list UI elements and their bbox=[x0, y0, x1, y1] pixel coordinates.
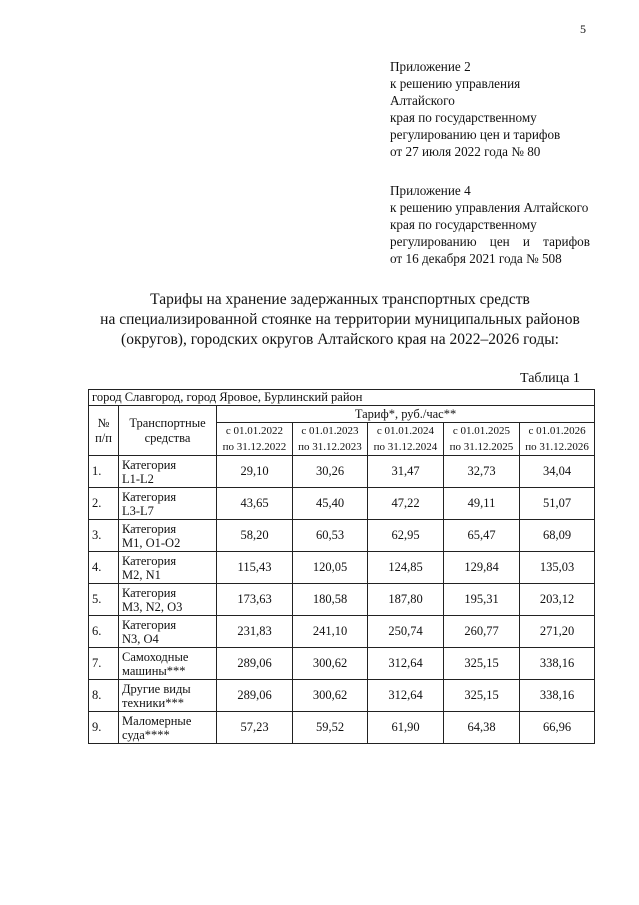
tariff-value: 32,73 bbox=[444, 456, 520, 488]
title-line: на специализированной стоянке на территории муниципальных районов bbox=[100, 311, 580, 328]
period-from: с 01.01.2022 bbox=[225, 425, 284, 437]
period-header bbox=[444, 423, 520, 456]
vehicle-type-cell bbox=[119, 648, 217, 680]
vehicle-type-line: Самоходные bbox=[122, 649, 189, 664]
period-header bbox=[520, 423, 595, 456]
tariff-value: 120,05 bbox=[293, 552, 368, 584]
header-line: Транспортные bbox=[129, 415, 206, 430]
vehicle-type-cell bbox=[119, 712, 217, 744]
vehicle-type-line: L3-L7 bbox=[122, 503, 154, 518]
appendix-4-line: от 16 декабря 2021 года № 508 bbox=[390, 251, 562, 266]
appendix-2-line: к решению управления bbox=[390, 76, 521, 91]
tariff-value: 312,64 bbox=[368, 648, 444, 680]
tariff-value: 260,77 bbox=[444, 616, 520, 648]
tariff-value: 115,43 bbox=[217, 552, 293, 584]
appendix-2-line: Алтайского bbox=[390, 93, 455, 108]
appendix-2-line: регулированию цен и тарифов bbox=[390, 127, 561, 142]
row-number: 8. bbox=[89, 680, 119, 712]
tariff-value: 231,83 bbox=[217, 616, 293, 648]
row-number: 5. bbox=[89, 584, 119, 616]
vehicle-type-line: N3, O4 bbox=[122, 631, 159, 646]
tariff-value: 195,31 bbox=[444, 584, 520, 616]
page-number: 5 bbox=[580, 22, 586, 36]
table-row bbox=[89, 456, 595, 488]
tariff-value: 30,26 bbox=[293, 456, 368, 488]
tariff-value: 62,95 bbox=[368, 520, 444, 552]
title-line: (округов), городских округов Алтайского края на 2022–2026 годы: bbox=[121, 331, 559, 348]
appendix-4-line: к решению управления Алтайского bbox=[390, 200, 589, 215]
tariff-value: 173,63 bbox=[217, 584, 293, 616]
row-number: 9. bbox=[89, 712, 119, 744]
tariff-value: 65,47 bbox=[444, 520, 520, 552]
vehicle-type-cell bbox=[119, 552, 217, 584]
table-row bbox=[89, 488, 595, 520]
vehicle-type-line: Категория bbox=[122, 585, 177, 600]
header-line: № bbox=[97, 415, 110, 430]
table-row bbox=[89, 584, 595, 616]
region-header: город Славгород, город Яровое, Бурлинский район bbox=[89, 390, 595, 406]
header-line: средства bbox=[144, 430, 191, 445]
tariff-value: 271,20 bbox=[520, 616, 595, 648]
appendix-4-line: края по государственному bbox=[390, 217, 537, 232]
period-from: с 01.01.2024 bbox=[376, 425, 435, 437]
vehicle-type-line: техники*** bbox=[122, 695, 184, 710]
tariff-value: 250,74 bbox=[368, 616, 444, 648]
tariff-value: 325,15 bbox=[444, 648, 520, 680]
table-row bbox=[89, 712, 595, 744]
tariff-value: 187,80 bbox=[368, 584, 444, 616]
period-to: по 31.12.2023 bbox=[298, 441, 362, 453]
row-number: 4. bbox=[89, 552, 119, 584]
tariff-value: 60,53 bbox=[293, 520, 368, 552]
vehicle-type-line: Категория bbox=[122, 521, 177, 536]
tariff-value: 59,52 bbox=[293, 712, 368, 744]
appendix-2-line: Приложение 2 bbox=[390, 59, 471, 74]
tariff-value: 300,62 bbox=[293, 680, 368, 712]
tariff-value: 29,10 bbox=[217, 456, 293, 488]
tariff-value: 51,07 bbox=[520, 488, 595, 520]
vehicle-type-cell bbox=[119, 520, 217, 552]
period-to: по 31.12.2025 bbox=[449, 441, 514, 453]
table-row bbox=[89, 616, 595, 648]
tariff-value: 203,12 bbox=[520, 584, 595, 616]
appendix-4-word: цен bbox=[489, 234, 510, 249]
vehicle-type-line: M2, N1 bbox=[122, 567, 161, 582]
tariff-value: 68,09 bbox=[520, 520, 595, 552]
vehicle-type-line: M1, O1-O2 bbox=[122, 535, 181, 550]
period-from: с 01.01.2026 bbox=[528, 425, 586, 437]
tariff-value: 300,62 bbox=[293, 648, 368, 680]
period-header bbox=[368, 423, 444, 456]
tariff-value: 180,58 bbox=[293, 584, 368, 616]
tariff-value: 312,64 bbox=[368, 680, 444, 712]
row-number: 7. bbox=[89, 648, 119, 680]
row-number: 2. bbox=[89, 488, 119, 520]
tariff-value: 58,20 bbox=[217, 520, 293, 552]
column-header-number bbox=[89, 406, 119, 456]
column-header-tariff: Тариф*, руб./час** bbox=[217, 406, 595, 423]
tariff-value: 43,65 bbox=[217, 488, 293, 520]
tariff-value: 31,47 bbox=[368, 456, 444, 488]
vehicle-type-cell bbox=[119, 680, 217, 712]
vehicle-type-cell bbox=[119, 456, 217, 488]
tariff-value: 289,06 bbox=[217, 680, 293, 712]
appendix-2-header bbox=[390, 58, 560, 160]
row-number: 6. bbox=[89, 616, 119, 648]
table-row bbox=[89, 680, 595, 712]
tariff-value: 124,85 bbox=[368, 552, 444, 584]
row-number: 1. bbox=[89, 456, 119, 488]
vehicle-type-line: машины*** bbox=[122, 663, 186, 678]
vehicle-type-line: L1-L2 bbox=[122, 471, 154, 486]
appendix-4-word: регулированию bbox=[390, 234, 477, 249]
table-row bbox=[89, 552, 595, 584]
tariff-value: 61,90 bbox=[368, 712, 444, 744]
document-title bbox=[60, 290, 620, 350]
vehicle-type-cell bbox=[119, 616, 217, 648]
vehicle-type-line: Категория bbox=[122, 553, 177, 568]
column-header-vehicle-type bbox=[119, 406, 217, 456]
vehicle-type-line: Категория bbox=[122, 457, 177, 472]
period-header bbox=[293, 423, 368, 456]
table-row bbox=[89, 648, 595, 680]
vehicle-type-cell bbox=[119, 584, 217, 616]
period-to: по 31.12.2026 bbox=[525, 441, 589, 453]
table-row bbox=[89, 520, 595, 552]
row-number: 3. bbox=[89, 520, 119, 552]
tariff-value: 49,11 bbox=[444, 488, 520, 520]
appendix-4-line-justified bbox=[390, 233, 590, 250]
tariff-value: 338,16 bbox=[520, 680, 595, 712]
vehicle-type-line: суда**** bbox=[122, 727, 170, 742]
tariff-value: 289,06 bbox=[217, 648, 293, 680]
tariff-value: 241,10 bbox=[293, 616, 368, 648]
tariff-value: 135,03 bbox=[520, 552, 595, 584]
tariff-value: 64,38 bbox=[444, 712, 520, 744]
appendix-4-header bbox=[390, 182, 590, 267]
tariff-value: 45,40 bbox=[293, 488, 368, 520]
period-to: по 31.12.2024 bbox=[373, 441, 438, 453]
tariff-value: 66,96 bbox=[520, 712, 595, 744]
table-caption: Таблица 1 bbox=[520, 371, 580, 386]
vehicle-type-line: Категория bbox=[122, 617, 177, 632]
tariff-table bbox=[88, 389, 595, 744]
appendix-2-line: от 27 июля 2022 года № 80 bbox=[390, 144, 541, 159]
tariff-value: 129,84 bbox=[444, 552, 520, 584]
tariff-value: 57,23 bbox=[217, 712, 293, 744]
title-line: Тарифы на хранение задержанных транспортных средств bbox=[150, 291, 530, 308]
period-from: с 01.01.2025 bbox=[452, 425, 511, 437]
tariff-value: 338,16 bbox=[520, 648, 595, 680]
period-to: по 31.12.2022 bbox=[222, 441, 287, 453]
vehicle-type-cell bbox=[119, 488, 217, 520]
vehicle-type-line: Маломерные bbox=[122, 713, 192, 728]
period-from: с 01.01.2023 bbox=[301, 425, 359, 437]
vehicle-type-line: Категория bbox=[122, 489, 177, 504]
appendix-4-word: тарифов bbox=[543, 234, 590, 249]
period-header bbox=[217, 423, 293, 456]
vehicle-type-line: Другие виды bbox=[122, 681, 191, 696]
tariff-value: 47,22 bbox=[368, 488, 444, 520]
tariff-value: 325,15 bbox=[444, 680, 520, 712]
header-line: п/п bbox=[95, 430, 112, 445]
appendix-4-line: Приложение 4 bbox=[390, 183, 471, 198]
appendix-2-line: края по государственному bbox=[390, 110, 537, 125]
appendix-4-word: и bbox=[522, 234, 530, 249]
tariff-value: 34,04 bbox=[520, 456, 595, 488]
vehicle-type-line: M3, N2, O3 bbox=[122, 599, 183, 614]
